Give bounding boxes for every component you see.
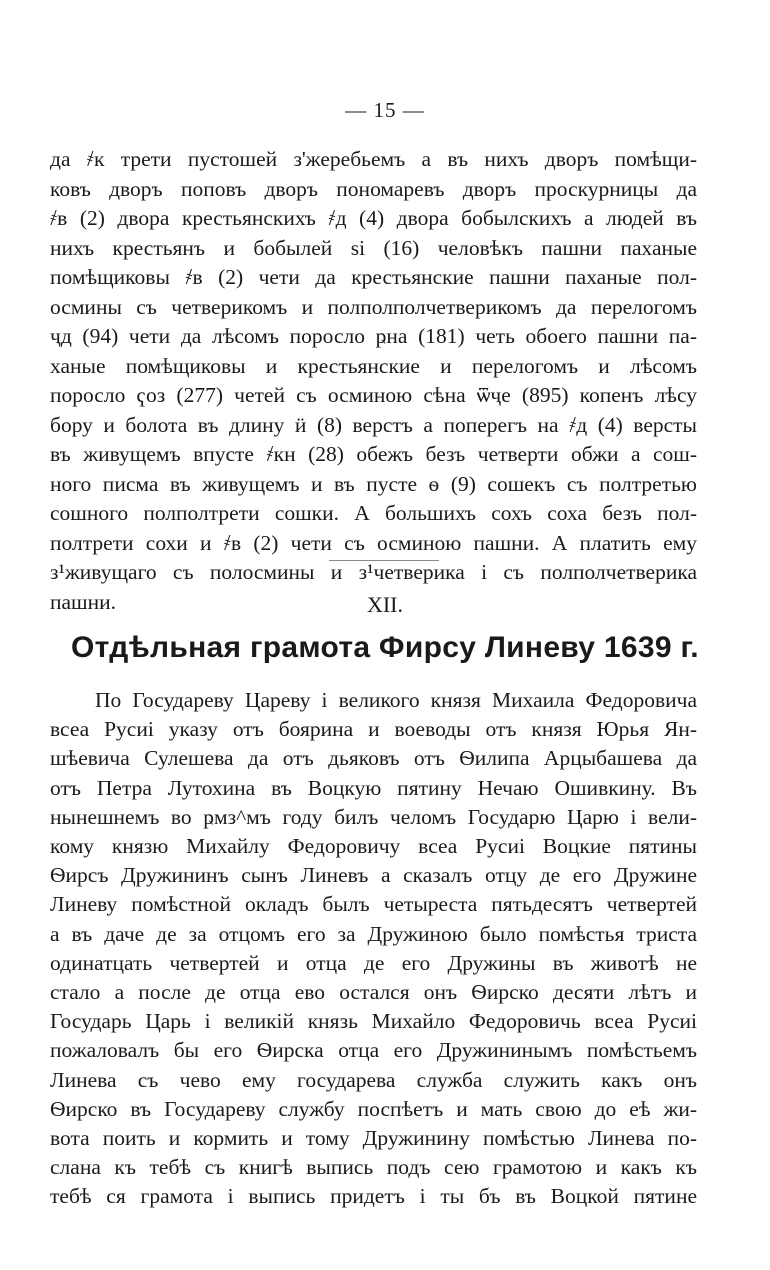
page-number: — 15 — (345, 98, 425, 122)
text-line: ҷд (94) чети да лѣсомъ поросло ҏна (181) четь обоего пашни па- (50, 324, 697, 348)
text-line: нихъ крестьянъ и бобылей ѕі (16) человѣкъ пашни паханые (50, 235, 697, 260)
section-divider (329, 560, 439, 561)
paragraph-continuation (50, 145, 697, 617)
section-number: XII. (366, 592, 404, 617)
text-line: По Государеву Цареву і великого князя Михаила Федоровича (95, 688, 697, 712)
text-line: а въ даче де за отцомъ его за Дружиною было помѣстья триста (50, 921, 697, 946)
text-line: отъ Петра Лутохина въ Воцкую пятину Нечаю Ошивкину. Въ (50, 775, 697, 800)
text-line: тебѣ ся грамота і выпись придетъ і ты бъ въ Воцкой пятине (50, 1184, 697, 1209)
section-title: Отдѣльная грамота Фирсу Линеву 1639 г. (71, 631, 699, 664)
text-line: ханые помѣщиковы и крестьянские и перелогомъ и лѣсомъ (50, 353, 697, 378)
text-line: Государь Царь і великій князь Михайло Федоровичь всеа Русиі (50, 1009, 697, 1034)
text-line: ковъ дворъ поповъ дворъ пономаревъ дворъ проскурницы да (50, 176, 697, 201)
text-line: Линеву помѣстной окладъ былъ четыреста пятьдесятъ четвертей (50, 892, 697, 917)
text-line: да ҂к трети пустошей з'жеребьемъ а въ нихъ дворъ помѣщи- (50, 147, 697, 171)
text-line: шѣевича Сулешева да отъ дьяковъ отъ Ѳилипа Арцыбашева да (50, 746, 697, 771)
text-line: поросло ҁоз (277) четей съ осминою сѣна ѿҷе (895) копенъ лѣсу (50, 383, 697, 407)
text-line: вота поить и кормить и тому Дружинину помѣстью Линева по- (50, 1126, 697, 1151)
text-line: сошного полполтрети сошки. А большихъ сохъ соха безъ пол- (50, 501, 697, 525)
text-line: помѣщиковы ҂в (2) чети да крестьянские пашни паханые пол- (50, 265, 697, 289)
text-line: стало а после де отца ево остался онъ Ѳирско десяти лѣтъ и (50, 980, 697, 1005)
text-line: всеа Русиі указу отъ боярина и воеводы отъ князя Юрья Ян- (50, 717, 697, 742)
text-line: ҂в (2) двора крестьянскихъ ҂д (4) двора бобылскихъ а людей въ (50, 206, 697, 230)
text-line: нынешнемъ во ҏмз^мъ году билъ челомъ Государю Царю і вели- (50, 804, 697, 829)
text-line: пожаловалъ бы его Ѳирска отца его Дружининымъ помѣстьемъ (50, 1038, 697, 1063)
text-line: одинатцать четвертей и отца де его Дружины въ животѣ не (50, 950, 697, 975)
text-line: осмины съ четверикомъ и полполполчетверикомъ да перелогомъ (50, 294, 697, 319)
text-line: Ѳирско въ Государеву службу поспѣетъ и мать свою до еѣ жи- (50, 1096, 697, 1121)
text-line: слана къ тебѣ съ книгѣ выпись подъ сею грамотою и какъ къ (50, 1155, 697, 1180)
text-line: з¹живущаго съ полосмины и з¹четверика і съ полполчетверика (50, 560, 697, 584)
text-line: Ѳирсъ Дружининъ сынъ Линевъ а сказалъ отцу де его Дружине (50, 863, 697, 888)
text-line: ного писма въ живущемъ и въ пусте ѳ (9) сошекъ съ полтретью (50, 471, 697, 496)
text-line: пашни. (50, 589, 116, 614)
text-line: кому князю Михайлу Федоровичу всеа Русиі Воцкие пятины (50, 834, 697, 859)
text-line: полтрети сохи и ҂в (2) чети съ осминою пашни. А платить ему (50, 530, 697, 555)
text-line: въ живущемъ впусте ҂кн (28) обежъ безъ четверти обжи а сош- (50, 442, 697, 466)
text-line: бору и болота въ длину ӥ (8) верстъ а поперегъ на ҂д (4) версты (50, 412, 697, 437)
text-line: Линева съ чево ему государева служба служить какъ онъ (50, 1067, 697, 1092)
paragraph-charter (50, 686, 697, 1212)
